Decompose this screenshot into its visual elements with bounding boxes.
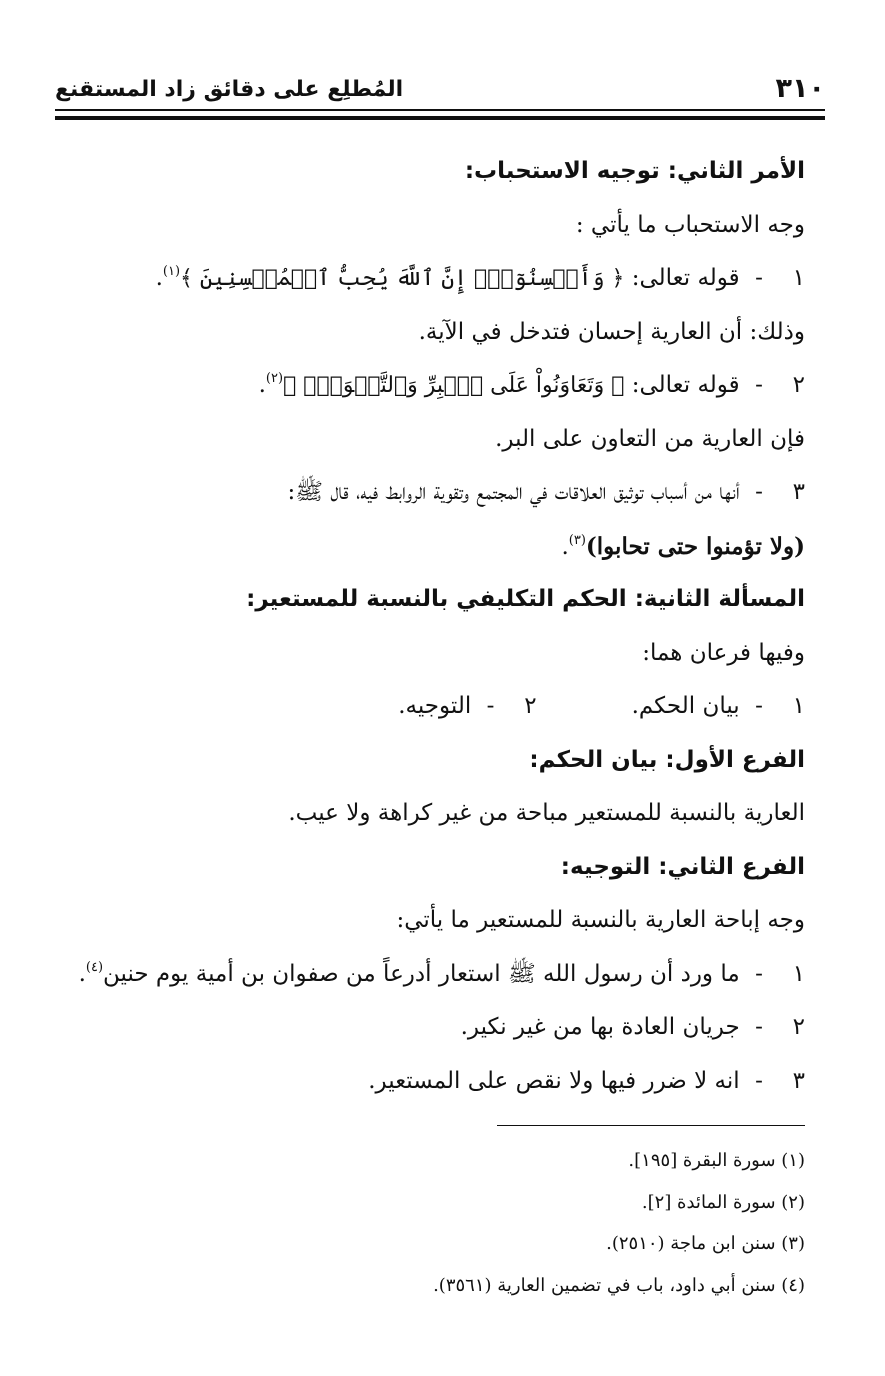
item-dash: - bbox=[486, 693, 495, 719]
hadith-line bbox=[45, 520, 805, 574]
item-text: قوله تعالى: bbox=[631, 265, 740, 291]
item-text: جريان العادة بها من غير نكير. bbox=[460, 1014, 740, 1040]
quran-verse: ﴿ وَتَعَاوَنُواْ عَلَى ٱلۡبِرِّ وَٱلتَّقۡوَىٰۖ ﴾ bbox=[283, 373, 625, 398]
list-item bbox=[45, 1055, 805, 1109]
quran-verse: ﴿ وَأَحۡسِنُوٓاْۚ إِنَّ ٱللَّهَ يُحِبُّ ٱلۡمُحۡسِنِينَ ﴾ bbox=[180, 266, 625, 291]
page-body bbox=[45, 145, 805, 1108]
page-number: ٣١٠ bbox=[775, 73, 825, 104]
item-number: ٢ bbox=[524, 693, 537, 719]
sub-heading: الفرع الأول: بيان الحكم: bbox=[529, 746, 805, 773]
item-number: ١ bbox=[792, 265, 805, 291]
list-item bbox=[45, 359, 805, 413]
footnote-ref: (٣) bbox=[568, 532, 586, 548]
list-item bbox=[45, 948, 805, 1002]
footnote: (١) سورة البقرة [١٩٥]. bbox=[628, 1150, 805, 1171]
two-column-list bbox=[45, 680, 805, 734]
item-text: انه لا ضرر فيها ولا نقص على المستعير. bbox=[368, 1067, 740, 1094]
footnote-separator bbox=[497, 1125, 805, 1126]
footnote-ref: (٢) bbox=[265, 371, 284, 386]
footnote-ref: (٤) bbox=[85, 959, 104, 975]
list-item bbox=[45, 1001, 805, 1055]
item-number: ١ bbox=[792, 960, 805, 987]
book-title: المُطلِع على دقائق زاد المستقنع bbox=[55, 77, 404, 102]
item-number: ٣ bbox=[792, 1067, 805, 1094]
footnote-ref: (١) bbox=[162, 264, 181, 279]
paragraph: العارية بالنسبة للمستعير مباحة من غير كراهة ولا عيب. bbox=[288, 800, 805, 826]
header-rule-thick bbox=[55, 116, 825, 120]
paragraph: وذلك: أن العارية إحسان فتدخل في الآية. bbox=[418, 318, 805, 345]
item-number: ٢ bbox=[792, 372, 805, 398]
section-heading: المسألة الثانية: الحكم التكليفي بالنسبة للمستعير: bbox=[246, 586, 805, 612]
item-dash: - bbox=[755, 372, 763, 398]
paragraph: وفيها فرعان هما: bbox=[642, 639, 805, 666]
footnote: (٢) سورة المائدة [٢]. bbox=[641, 1191, 805, 1213]
list-item bbox=[45, 466, 805, 520]
hadith-text: (ولا تؤمنوا حتى تحابوا) bbox=[585, 532, 805, 560]
footnote: (٤) سنن أبي داود، باب في تضمين العارية (٣٥٦١). bbox=[433, 1274, 805, 1296]
sub-heading: الفرع الثاني: التوجيه: bbox=[560, 853, 805, 880]
item-text: أنها من أسباب توثيق العلاقات في المجتمع وتقوية الروابط فيه، قال ﷺ: bbox=[287, 479, 740, 505]
section-heading: الأمر الثاني: توجيه الاستحباب: bbox=[464, 158, 805, 184]
list-item bbox=[45, 252, 805, 306]
footnote: (٣) سنن ابن ماجة (٢٥١٠). bbox=[606, 1233, 805, 1254]
item-dash: - bbox=[755, 1067, 763, 1094]
item-number: ٣ bbox=[792, 479, 805, 505]
list-item bbox=[632, 680, 805, 734]
period: . bbox=[78, 960, 86, 987]
item-dash: - bbox=[755, 1014, 763, 1040]
paragraph: وجه إباحة العارية بالنسبة للمستعير ما يأتي: bbox=[396, 907, 805, 933]
item-dash: - bbox=[755, 693, 763, 719]
item-number: ١ bbox=[792, 693, 805, 719]
item-number: ٢ bbox=[792, 1014, 805, 1040]
item-text: قوله تعالى: bbox=[631, 372, 740, 398]
running-header bbox=[55, 60, 825, 110]
item-text: التوجيه. bbox=[398, 693, 472, 719]
footnotes bbox=[45, 1140, 805, 1306]
period: . bbox=[258, 372, 266, 398]
header-rule-thin bbox=[55, 109, 825, 111]
item-dash: - bbox=[755, 479, 763, 505]
item-text: ما ورد أن رسول الله ﷺ استعار أدرعاً من صفوان بن أمية يوم حنين bbox=[103, 960, 740, 987]
paragraph: وجه الاستحباب ما يأتي : bbox=[575, 211, 805, 238]
paragraph: فإن العارية من التعاون على البر. bbox=[495, 425, 805, 452]
item-text: بيان الحكم. bbox=[631, 693, 740, 719]
list-item bbox=[398, 680, 536, 734]
period: . bbox=[561, 533, 569, 560]
period: . bbox=[155, 265, 163, 291]
item-dash: - bbox=[755, 960, 763, 987]
item-dash: - bbox=[755, 265, 763, 291]
